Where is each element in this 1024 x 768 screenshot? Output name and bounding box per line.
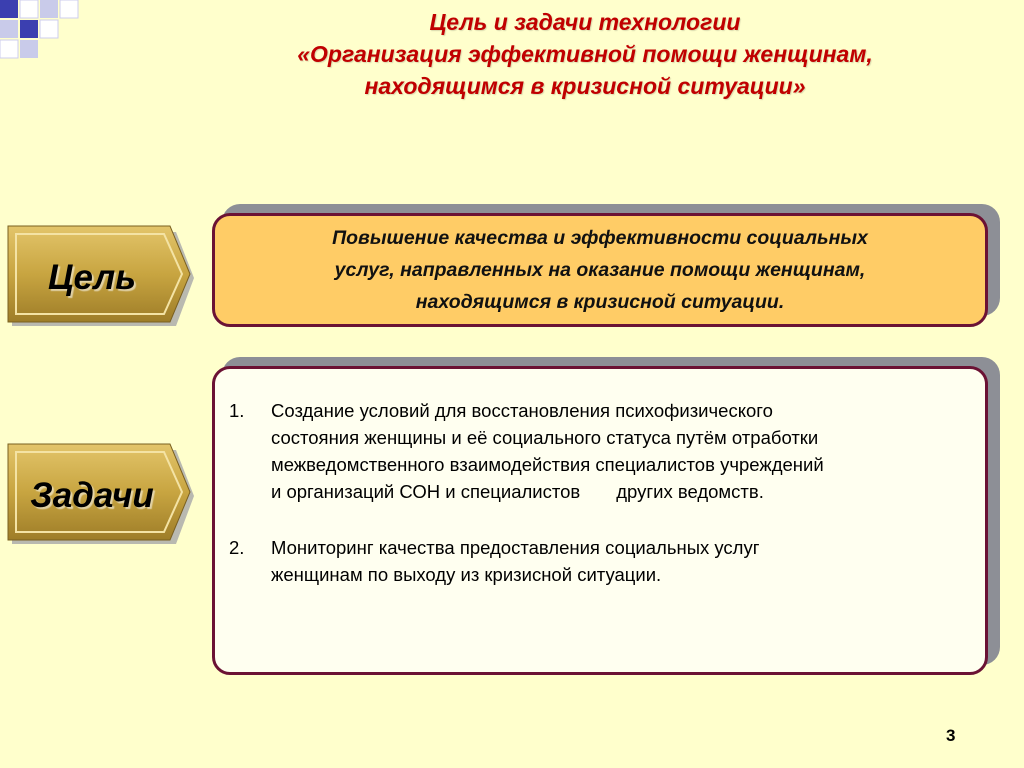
slide-title-line-1: Цель и задачи технологии (429, 9, 741, 35)
task-1-line-4: и организаций СОН и специалистов других ведомств. (271, 481, 764, 502)
goal-panel (212, 213, 988, 327)
tasks-label: Задачи (30, 476, 154, 515)
goal-label: Цель (48, 258, 136, 297)
task-2-line-1: Мониторинг качества предоставления социальных услуг (271, 537, 760, 558)
slide-title-line-2: «Организация эффективной помощи женщинам, (297, 41, 873, 67)
tasks-panel (212, 366, 988, 675)
task-number-1: 1. (229, 400, 245, 421)
task-number-2: 2. (229, 537, 245, 558)
goal-arrow-shape (6, 222, 196, 334)
corner-squares-decoration (0, 0, 80, 60)
page-number: 3 (946, 726, 956, 745)
task-1-line-1: Создание условий для восстановления психофизического (271, 400, 773, 421)
task-item-1 (229, 397, 969, 505)
tasks-list (229, 397, 969, 588)
task-1-line-3: межведомственного взаимодействия специалистов учреждений (271, 454, 824, 475)
slide-title-line-3: находящимся в кризисной ситуации» (364, 73, 806, 99)
task-1-line-2: состояния женщины и её социального статуса путём отработки (271, 427, 819, 448)
goal-text (332, 222, 868, 318)
slide-title (150, 6, 1020, 102)
task-item-2 (229, 534, 969, 588)
goal-text-line-3: находящимся в кризисной ситуации. (415, 291, 785, 313)
tasks-arrow-shape (6, 440, 196, 552)
goal-text-line-2: услуг, направленных на оказание помощи женщинам, (334, 259, 866, 281)
goal-text-line-1: Повышение качества и эффективности социальных (332, 227, 868, 249)
task-2-line-2: женщинам по выходу из кризисной ситуации. (271, 564, 662, 585)
